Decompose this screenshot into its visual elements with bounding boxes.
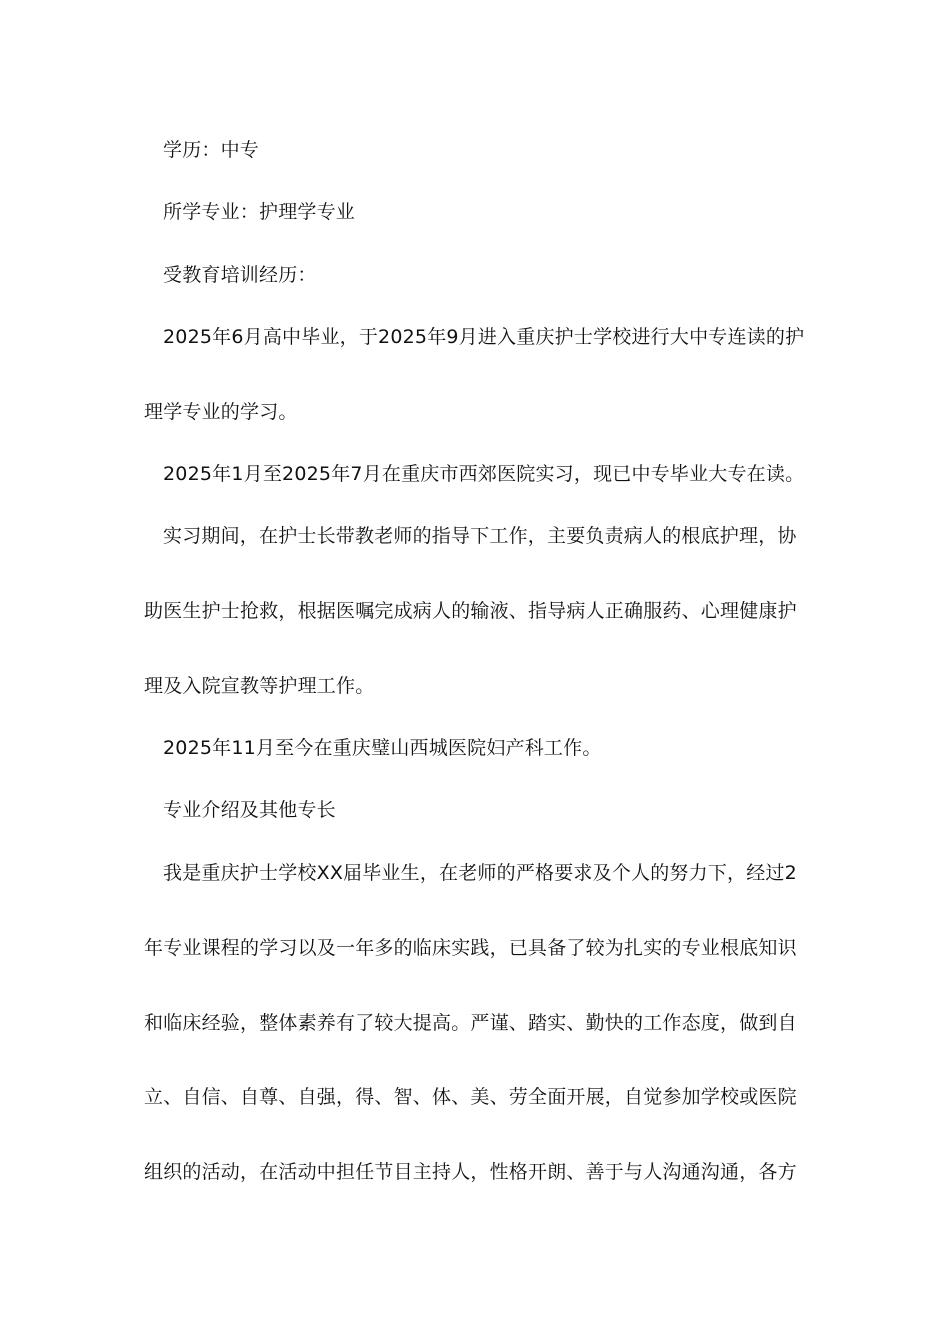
training-paragraph-1-line-1: 2025年6月高中毕业，于2025年9月进入重庆护士学校进行大中专连读的护 [163, 326, 805, 348]
internship-line: 2025年1月至2025年7月在重庆市西郊医院实习，现已中专毕业大专在读。 [163, 463, 805, 485]
intro-paragraph-line-2: 年专业课程的学习以及一年多的临床实践，已具备了较为扎实的专业根底知识 [144, 937, 797, 959]
intro-paragraph-line-5: 组织的活动，在活动中担任节目主持人，性格开朗、善于与人沟通沟通，各方 [144, 1161, 797, 1183]
specialty-heading: 专业介绍及其他专长 [163, 799, 336, 821]
major-line: 所学专业：护理学专业 [163, 201, 356, 223]
current-job-line: 2025年11月至今在重庆璧山西城医院妇产科工作。 [163, 737, 602, 759]
internship-paragraph-line-3: 理及入院宣教等护理工作。 [144, 675, 375, 697]
internship-paragraph-line-2: 助医生护士抢救，根据医嘱完成病人的输液、指导病人正确服药、心理健康护 [144, 600, 797, 622]
intro-paragraph-line-1: 我是重庆护士学校XX届毕业生，在老师的严格要求及个人的努力下，经过2 [163, 862, 797, 884]
training-heading: 受教育培训经历： [163, 264, 317, 286]
intro-paragraph-line-4: 立、自信、自尊、自强，得、智、体、美、劳全面开展，自觉参加学校或医院 [144, 1086, 797, 1108]
education-line: 学历：中专 [163, 139, 260, 161]
internship-paragraph-line-1: 实习期间，在护士长带教老师的指导下工作，主要负责病人的根底护理，协 [163, 525, 797, 547]
intro-paragraph-line-3: 和临床经验，整体素养有了较大提高。严谨、踏实、勤快的工作态度，做到自 [144, 1012, 797, 1034]
training-paragraph-1-line-2: 理学专业的学习。 [144, 401, 298, 423]
